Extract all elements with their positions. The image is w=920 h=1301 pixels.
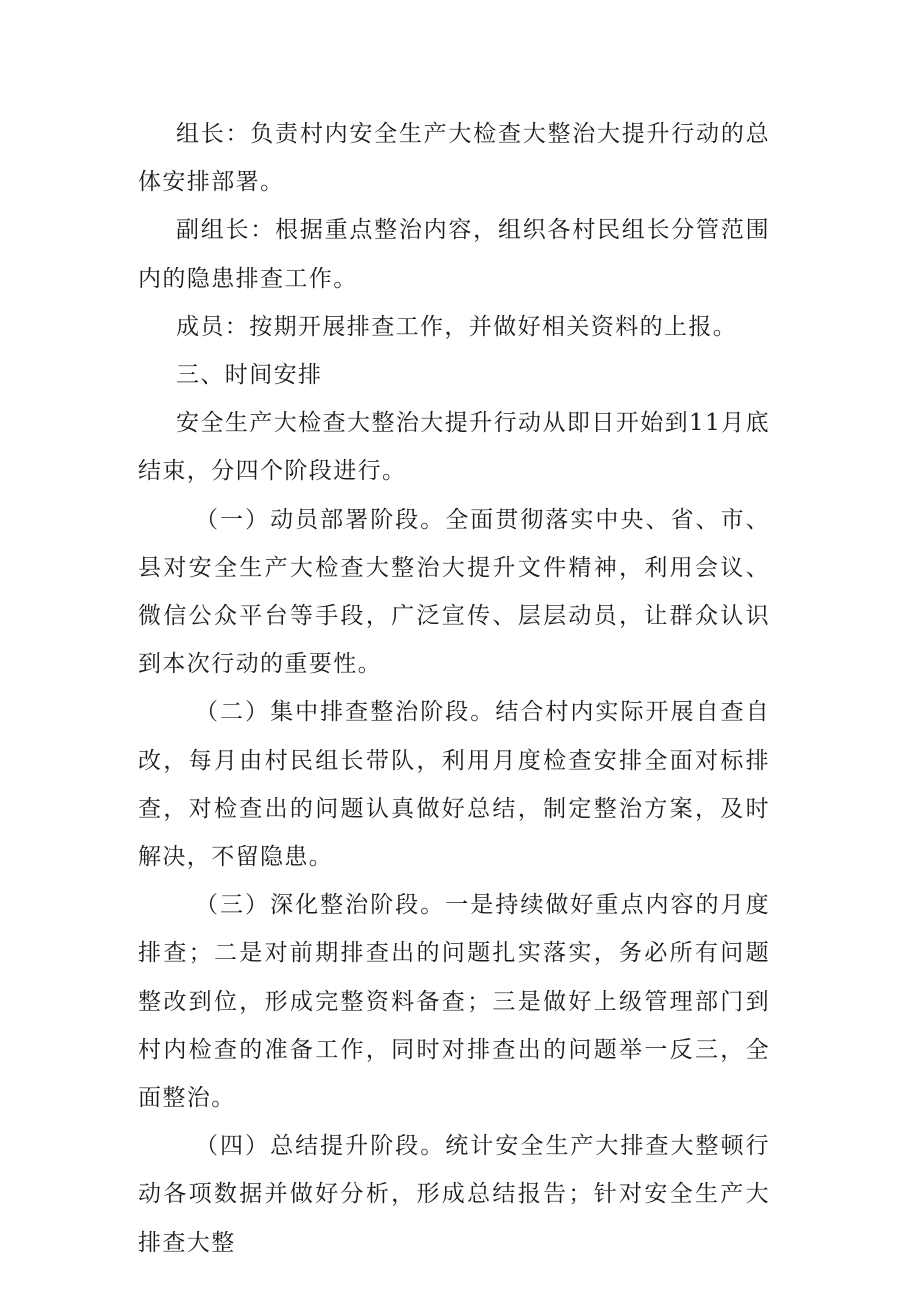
paragraph-deputy-leader: 副组长：根据重点整治内容，组织各村民组长分管范围内的隐患排查工作。 (138, 217, 770, 292)
paragraph-members: 成员：按期开展排查工作，并做好相关资料的上报。 (176, 313, 738, 340)
document-body (138, 110, 770, 1267)
paragraph-phase-three: （三）深化整治阶段。一是持续做好重点内容的月度排查；二是对前期排查出的问题扎实落实，务必所有问题整改到位，形成完整资料备查；三是做好上级管理部门到村内检查的准备工作，同时对排查出的问题举一反三，全面整治。 (138, 892, 770, 1112)
section-heading-schedule: 三、时间安排 (176, 362, 323, 389)
paragraph-phase-four: （四）总结提升阶段。统计安全生产大排查大整顿行动各项数据并做好分析，形成总结报告；针对安全生产大排查大整 (138, 1133, 770, 1256)
paragraph-schedule-intro: 安全生产大检查大整治大提升行动从即日开始到11月底结束，分四个阶段进行。 (138, 410, 770, 485)
paragraph-leader: 组长：负责村内安全生产大检查大整治大提升行动的总体安排部署。 (138, 121, 770, 196)
paragraph-phase-one: （一）动员部署阶段。全面贯彻落实中央、省、市、县对安全生产大检查大整治大提升文件精神，利用会议、微信公众平台等手段，广泛宣传、层层动员，让群众认识到本次行动的重要性。 (138, 506, 770, 678)
paragraph-phase-two: （二）集中排查整治阶段。结合村内实际开展自查自改，每月由村民组长带队，利用月度检查安排全面对标排查，对检查出的问题认真做好总结，制定整治方案，及时解决，不留隐患。 (138, 699, 770, 871)
